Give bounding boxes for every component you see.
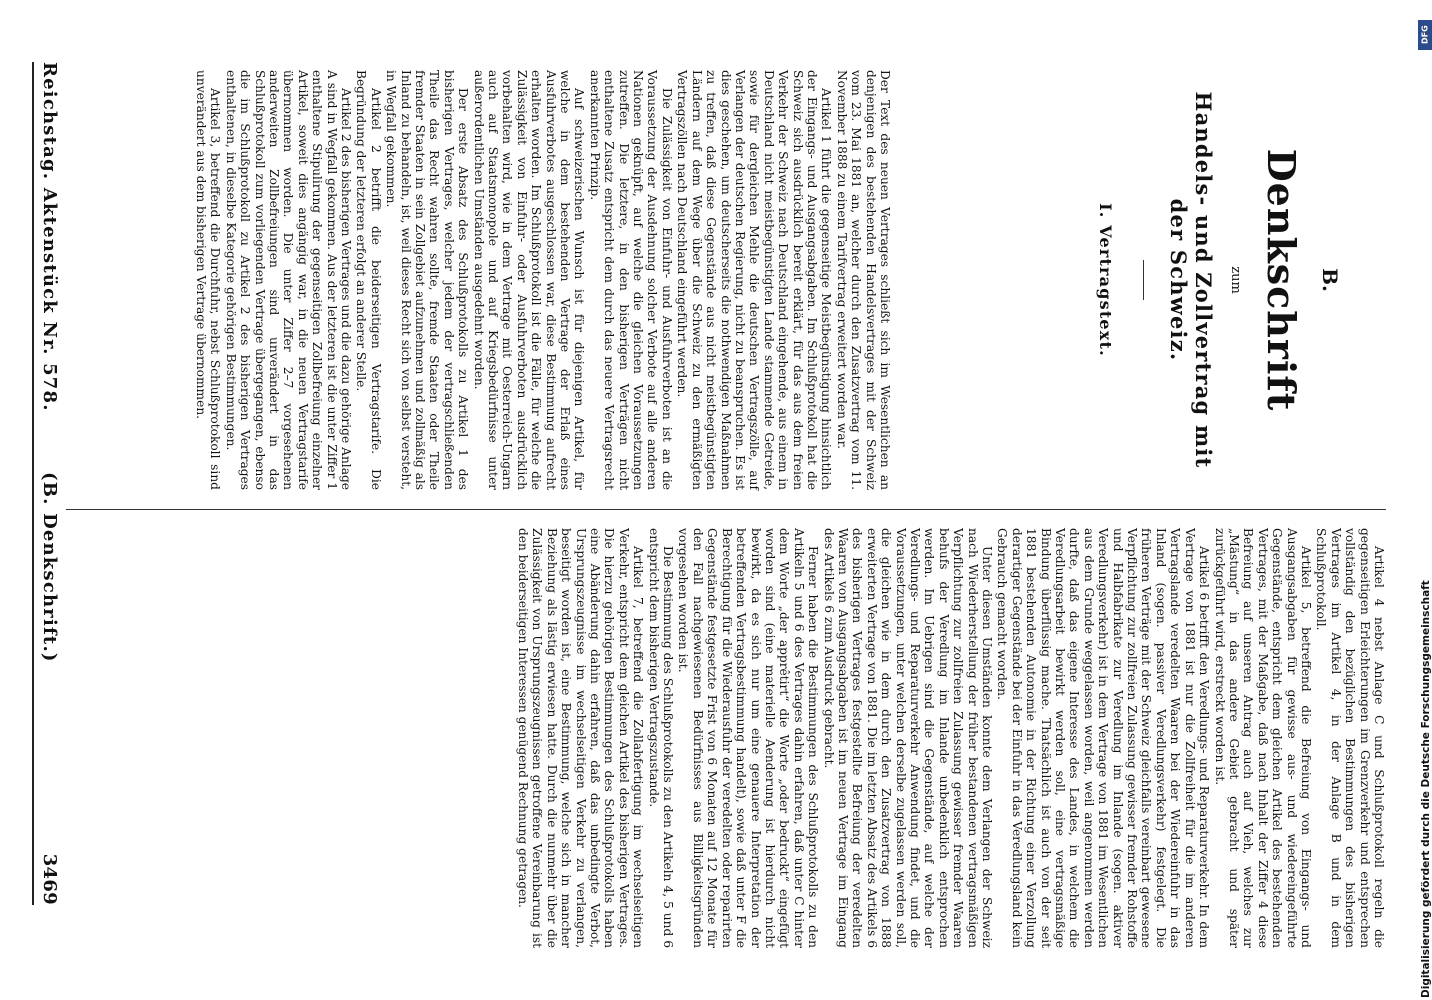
- paragraph: Unter diesen Umständen konnte dem Verlangen der Schweiz nach Wiederherstellung der früher bestandenen vertragsmäßigen Verpflichtung zur zollfreien Zulassung gewisser fremder Waaren behufs der Veredlung im Inlande unbedenklich entsprochen werden. Im Uebrigen sind die Gegenstände, auf welche der Veredlungs- und Reparaturverkehr Anwendung findet, und die Voraussetzungen, unter welchen derselbe zugelassen werden soll, die gleichen wie in dem durch den Zusatzvertrag von 1888 erweiterten Vertrage von 1881. Die im letzten Absatz des Artikels 6 des bisherigen Vertrages festgestellte Befreiung der veredelten Waaren von Ausgangsabgaben ist im neuen Vertrage im Eingang des Artikels 6 zum Ausdruck gebracht.: [821, 528, 995, 948]
- header-middle: (B. Denkschrift.): [39, 472, 60, 663]
- header-left: Reichstag. Aktenstück Nr. 578.: [39, 62, 60, 412]
- paragraph: Artikel 1 führt die gegenseitige Meistbegünstigung hinsichtlich der Eingangs- und Ausgangsabgaben. Im Schlußprotokoll hat die Schweiz sich ausdrücklich bereit erklärt, für das aus dem freien Verkehr der Schweiz nach Deutschland eingehende, aus einem in Deutschland nicht meistbegünstigten Lande stammende Getreide, sowie für dergleichen Mehle die deutschen Vertragszölle, auf Verlangen der deutschen Regierung, nicht zu beanspruchen. Es ist dies geschehen, um deutscherseits die nothwendigen Maßnahmen zu treffen, daß diese Gegenstände aus nicht meistbegünstigten Ländern auf dem Wege über die Schweiz zu den ermäßigten Vertragszöllen nach Deutschland eingeführt werden.: [675, 70, 834, 490]
- column-divider: [66, 509, 1386, 510]
- title-block: [1086, 70, 1342, 490]
- paragraph: Artikel 6 betrifft den Veredlungs- und Reparaturverkehr. In dem Vertrage von 1881 ist nur die Zollfreiheit für die im anderen Vertragslande veredelten Waaren bei der Wiedereinfuhr in das Inland (sogen. passiver Veredlungsverkehr) festgelegt. Die früheren Verträge mit der Schweiz gleichfalls vereinbart gewesene Verpflichtung zur zollfreien Zulassung gewisser fremder Rohstoffe und Halbfabrikate zur Veredlung im Inlande (sogen. aktiver Veredlungsverkehr) ist in dem Vertrage von 1881 im Wesentlichen aus dem Grunde weggelassen worden, weil angenommen werden durfte, daß das eigene Interesse des Landes, in welchem die Veredlungsarbeit bewirkt werden soll, eine vertragsmäßige Bindung überflüssig mache. Thatsächlich ist auch von der seit 1881 bestehenden Autonomie in der Richtung einer Verzollung derartiger Gegenstände bei der Einfuhr in das Veredlungsland kein Gebrauch gemacht worden.: [995, 528, 1212, 948]
- dfg-logo: DFG: [1418, 20, 1432, 50]
- paragraph: Auf schweizerischen Wunsch ist für diejenigen Artikel, für welche in dem bestehenden Vertrage der Erlaß eines Ausfuhrverbotes ausgeschlossen war, diese Bestimmung aufrecht erhalten worden. Im Schlußprotokoll ist die Fälle, für welche die Zulässigkeit von Einfuhr- oder Ausfuhrverboten ausdrücklich vorbehalten wird, wie in dem Vertrage mit Oesterreich-Ungarn auch auf Staatsmonopole und auf Kriegsbedürfnisse unter außerordentlichen Umständen ausgedehnt worden.: [471, 70, 587, 490]
- section-letter: B.: [1318, 268, 1342, 292]
- paragraph: Artikel 7, betreffend die Zollabfertigung im wechselseitigen Verkehr, entspricht dem gleichen Artikel des bisherigen Vertrages. Die hierzu gehörigen Bestimmungen des Schlußprotokolls haben eine Abänderung dahin erfahren, daß das unbedingte Verbot, Ursprungszeugnisse im wechselseitigen Verkehr zu verlangen, beseitigt worden ist, eine Bestimmung, welche sich in mancher Beziehung als lästig erwiesen hatte. Durch die nunmehr über die Zulässigkeit von Ursprungszeugnissen getroffene Vereinbarung ist den beiderseitigen Interessen genügend Rechnung getragen.: [516, 528, 646, 948]
- document-subtitle: Handels- und Zollvertrag mit der Schweiz.: [1166, 91, 1216, 469]
- paragraph: Die Bestimmung des Schlußprotokolls zu den Artikeln 4, 5 und 6 entspricht dem bisherigen Vertragszustande.: [646, 528, 676, 948]
- right-column: [66, 528, 1386, 948]
- digitization-attribution: Digitalisierung gefördert durch die Deutsche Forschungsgemeinschaft: [1420, 580, 1432, 998]
- paragraph: Artikel 5, betreffend die Befreiung von Eingangs- und Ausgangsabgaben für gewisse aus- und wiedereingeführte Gegenstände, entspricht dem gleichen Artikel des bestehenden Vertrages, mit der Maßgabe, daß nach Inhalt der Ziffer 4 diese Befreiung auf unseren Antrag auch auf Vieh, welches zur „Mästung“ in das andere Gebiet gebracht und später zurückgeführt wird, erstreckt worden ist.: [1212, 528, 1313, 948]
- title-divider: [1143, 260, 1144, 300]
- paragraph: Der Text des neuen Vertrages schließt sich im Wesentlichen an denjenigen des bestehenden Handelsvertrages mit der Schweiz vom 23. Mai 1881 an, welcher durch den Zusatzvertrag vom 11. November 1888 zu einem Tarifvertrag erweitert worden war.: [834, 70, 892, 490]
- paragraph: Artikel 4 nebst Anlage C und Schlußprotokoll regeln die gegenseitigen Erleichterungen im Grenzverkehr und entsprechen vollständig den bezüglichen Bestimmungen des bisherigen Vertrages im Artikel 4, in der Anlage B und in dem Schlußprotokoll.: [1314, 528, 1386, 948]
- title-connector: zum: [1228, 266, 1243, 294]
- header-rule: [32, 62, 34, 905]
- paragraph: Artikel 2 betrifft die beiderseitigen Vertragstarife. Die Begründung der letzteren erfolgt an anderer Stelle.: [354, 70, 383, 490]
- paragraph: Der erste Absatz des Schlußprotokolls zu Artikel 1 des bisherigen Vertrages, welcher jedem der vertragschließenden Theile das Recht wahren sollte, fremde Staaten oder Theile fremder Staaten in sein Zollgebiet aufzunehmen und zollmäßig als Inland zu behandeln, ist, weil dieses Recht sich von selbst versteht, in Wegfall gekommen.: [384, 70, 471, 490]
- document-title: Denkschrift: [1259, 148, 1304, 412]
- paragraph: Die Zulässigkeit von Einfuhr- und Ausfuhrverboten ist an die Voraussetzung der Ausdehnung solcher Verbote auf alle anderen Nationen geknüpft, auf welche die gleichen Voraussetzungen zutreffen. Die letztere, in den bisherigen Verträgen nicht enthaltene Zusatz entspricht dem durch das neuere Vertragsrecht anerkannten Prinzip.: [587, 70, 674, 490]
- left-column: [72, 70, 892, 490]
- paragraph: Artikel 3, betreffend die Durchfuhr, nebst Schlußprotokoll sind unverändert aus dem bisherigen Vertrage übernommen.: [193, 70, 223, 490]
- page-number: 3469: [39, 853, 60, 905]
- paragraph: Artikel 2 des bisherigen Vertrages und die dazu gehörige Anlage A sind in Wegfall gekommen. Aus der letzteren ist die unter Ziffer 1 enthaltene Stipulirung der gegenseitigen Zollbefreiung einzelner Artikel, soweit dies angängig war, in die neuen Vertragstarife übernommen worden. Die unter Ziffer 2–7 vorgesehenen anderweiten Zollbefreiungen sind unverändert in das Schlußprotokoll zum vorliegenden Vertrage übergegangen, ebenso die im Schlußprotokoll zu Artikel 2 des bisherigen Vertrages enthaltenen, in dieselbe Kategorie gehörigen Bestimmungen.: [223, 70, 353, 490]
- page-header: [36, 62, 60, 905]
- paragraph: Ferner haben die Bestimmungen des Schlußprotokolls zu den Artikeln 5 und 6 des Vertrages dahin erfahren, daß unter C hinter dem Worte „der apprêtirt“ die Worte „oder bedruckt“ eingefügt worden sind (eine materielle Aenderung ist hierdurch nicht bewirkt, da es sich nur um eine genauere Interpretation der betreffenden Vertragsbestimmung handelt), sowie daß unter F die Berechtigung für die Wiederausfuhr der veredelten oder reparirten Gegenstände festgesetzte Frist von 6 Monaten auf 12 Monate für den Fall nachgewiesenen Bedürfnisses aus Billigkeitsgründen vorgesehen worden ist.: [676, 528, 821, 948]
- section-heading: I. Vertragstext.: [1096, 203, 1115, 357]
